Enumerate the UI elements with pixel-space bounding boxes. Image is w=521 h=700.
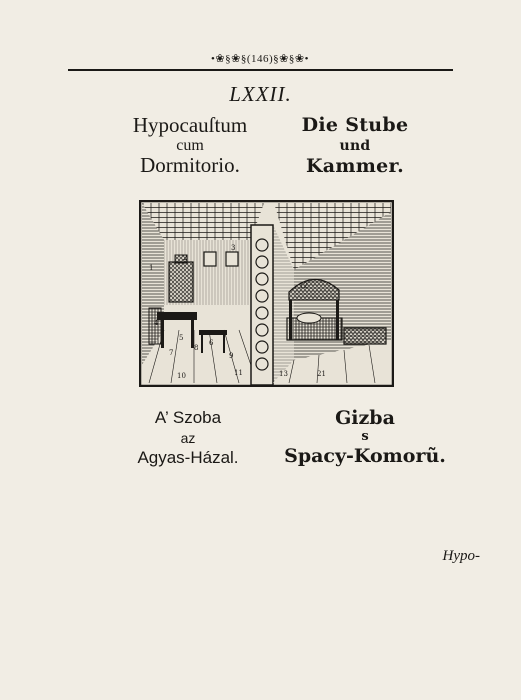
header-ornament-left: •❀§❀§ <box>211 53 247 65</box>
label-8: 8 <box>194 344 199 352</box>
latin-title <box>100 115 280 176</box>
label-7: 7 <box>169 349 174 357</box>
latin-title-line2: cum <box>176 137 204 154</box>
header-rule <box>68 69 453 71</box>
label-11: 11 <box>234 369 243 377</box>
tiled-stove <box>169 262 193 302</box>
bench <box>199 330 227 335</box>
czech-title-line3: Spacy-Komorũ. <box>284 445 446 467</box>
label-3: 3 <box>231 244 236 252</box>
label-10: 10 <box>177 372 186 380</box>
label-9: 9 <box>229 352 234 360</box>
header-ornament-right: §❀§❀• <box>273 53 309 65</box>
latin-title-line3: Dormitorio. <box>140 153 240 177</box>
hungarian-title-line3: Agyas-Házal. <box>137 448 239 467</box>
label-2: 2 <box>183 254 188 262</box>
woodcut-illustration <box>139 200 394 387</box>
woodcut-scene <box>139 200 394 387</box>
window-left <box>204 252 216 266</box>
latin-title-line1: Hypocauſtum <box>132 113 248 137</box>
label-6: 6 <box>209 339 214 347</box>
czech-title-line1: Gizba <box>335 407 395 429</box>
label-13: 13 <box>279 370 288 378</box>
label-12: 12 <box>299 282 308 290</box>
hungarian-title <box>108 407 268 469</box>
dividing-wall <box>251 225 273 385</box>
table <box>157 312 197 320</box>
hungarian-title-line2: az <box>180 430 196 446</box>
hungarian-title-line1: A’ Szoba <box>154 408 222 427</box>
chapter-number: LXXII. <box>229 82 292 106</box>
german-title-line1: Die Stube <box>301 114 409 136</box>
german-title <box>280 115 430 177</box>
czech-title <box>280 407 450 467</box>
window-right <box>226 252 238 266</box>
label-4: 4 <box>154 319 159 327</box>
page-number: (146) <box>246 53 274 65</box>
label-21: 21 <box>317 370 326 378</box>
czech-title-line2: s <box>361 429 369 444</box>
page-header <box>190 52 330 66</box>
bed-pillow <box>297 313 321 323</box>
chest <box>344 328 386 344</box>
label-5: 5 <box>179 334 184 342</box>
catchword: Hypo- <box>442 548 480 564</box>
german-title-line2: und <box>339 138 371 154</box>
german-title-line3: Kammer. <box>305 155 405 177</box>
label-1: 1 <box>149 264 154 272</box>
